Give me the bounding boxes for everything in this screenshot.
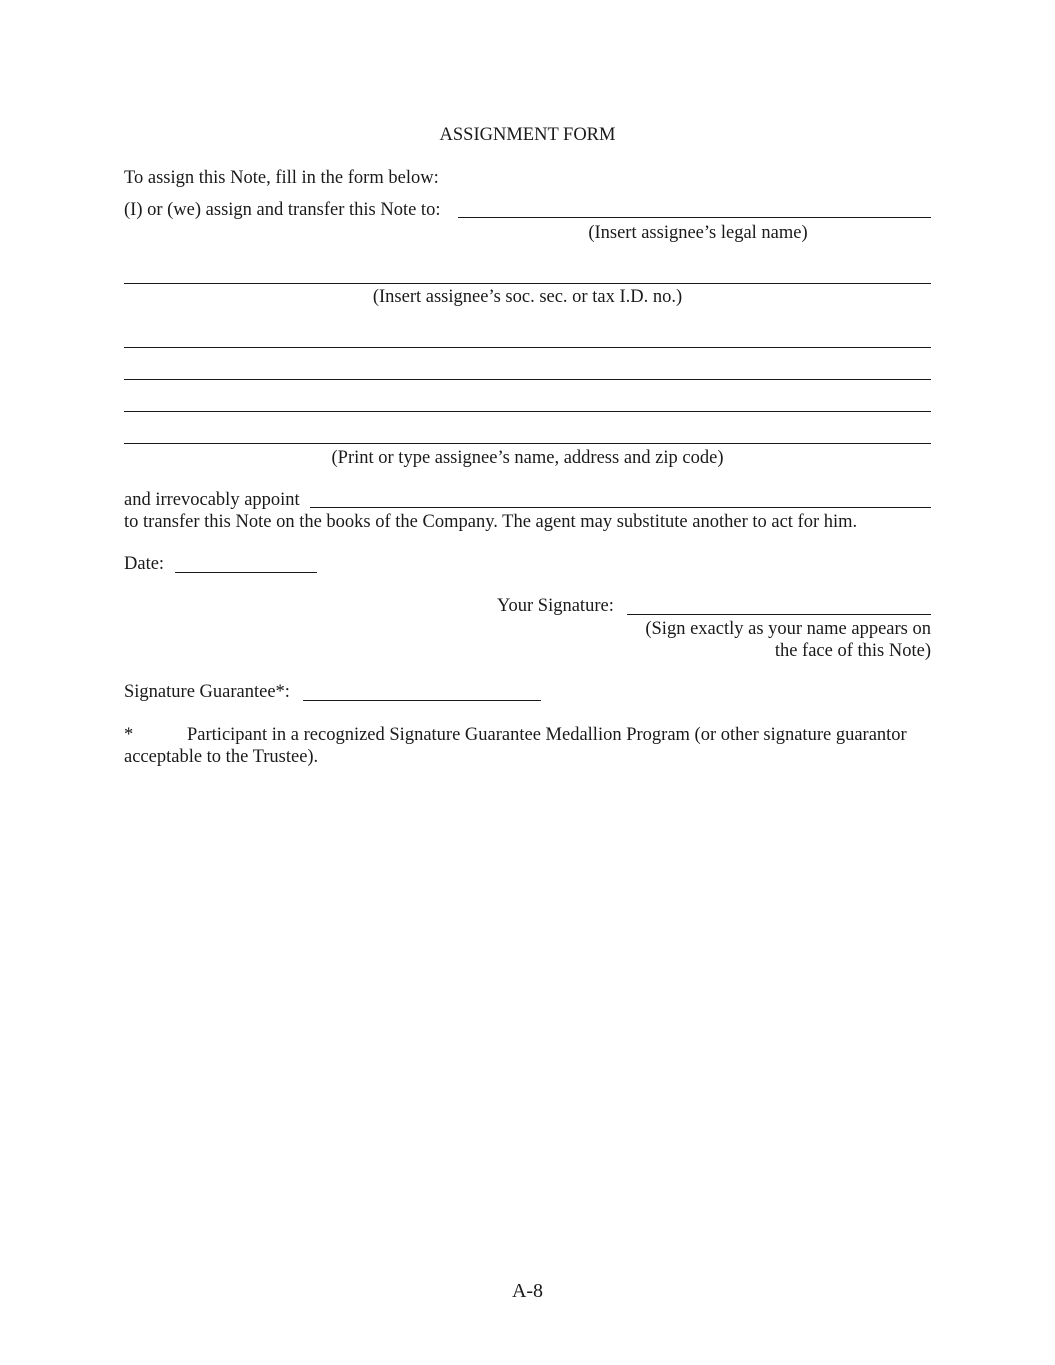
page-number: A-8 bbox=[511, 1280, 544, 1302]
footnote-marker: * bbox=[124, 725, 134, 745]
address-caption: (Print or type assignee’s name, address and zip code) bbox=[331, 448, 724, 468]
signature-caption-line-1: (Sign exactly as your name appears on bbox=[645, 619, 931, 639]
signature-guarantee-label: Signature Guarantee*: bbox=[124, 682, 290, 702]
tax-id-caption: (Insert assignee’s soc. sec. or tax I.D. no.) bbox=[372, 287, 683, 307]
appoint-continuation: to transfer this Note on the books of the Company. The agent may substitute another to act for him. bbox=[124, 512, 858, 532]
signature-caption-line-2: the face of this Note) bbox=[774, 641, 931, 661]
footnote-line-2: acceptable to the Trustee). bbox=[124, 747, 319, 767]
appointed-agent-field[interactable] bbox=[310, 507, 931, 508]
assign-transfer-label: (I) or (we) assign and transfer this Note to: bbox=[124, 200, 441, 220]
date-field[interactable] bbox=[175, 572, 317, 573]
signature-field[interactable] bbox=[627, 614, 931, 615]
assignee-tax-id-field[interactable] bbox=[124, 283, 931, 284]
appoint-label: and irrevocably appoint bbox=[124, 490, 300, 510]
assignee-address-line-1-field[interactable] bbox=[124, 347, 931, 348]
footnote-line-1: Participant in a recognized Signature Guarantee Medallion Program (or other signature guarantor bbox=[187, 725, 907, 745]
assignee-address-line-3-field[interactable] bbox=[124, 411, 931, 412]
assignee-legal-name-field[interactable] bbox=[458, 217, 931, 218]
intro-instruction: To assign this Note, fill in the form below: bbox=[124, 168, 439, 188]
signature-guarantee-field[interactable] bbox=[303, 700, 541, 701]
date-label: Date: bbox=[124, 554, 165, 574]
signature-label: Your Signature: bbox=[497, 596, 614, 616]
assignee-address-line-2-field[interactable] bbox=[124, 379, 931, 380]
legal-name-caption: (Insert assignee’s legal name) bbox=[588, 223, 808, 243]
assignee-address-line-4-field[interactable] bbox=[124, 443, 931, 444]
page-title: ASSIGNMENT FORM bbox=[439, 125, 616, 145]
